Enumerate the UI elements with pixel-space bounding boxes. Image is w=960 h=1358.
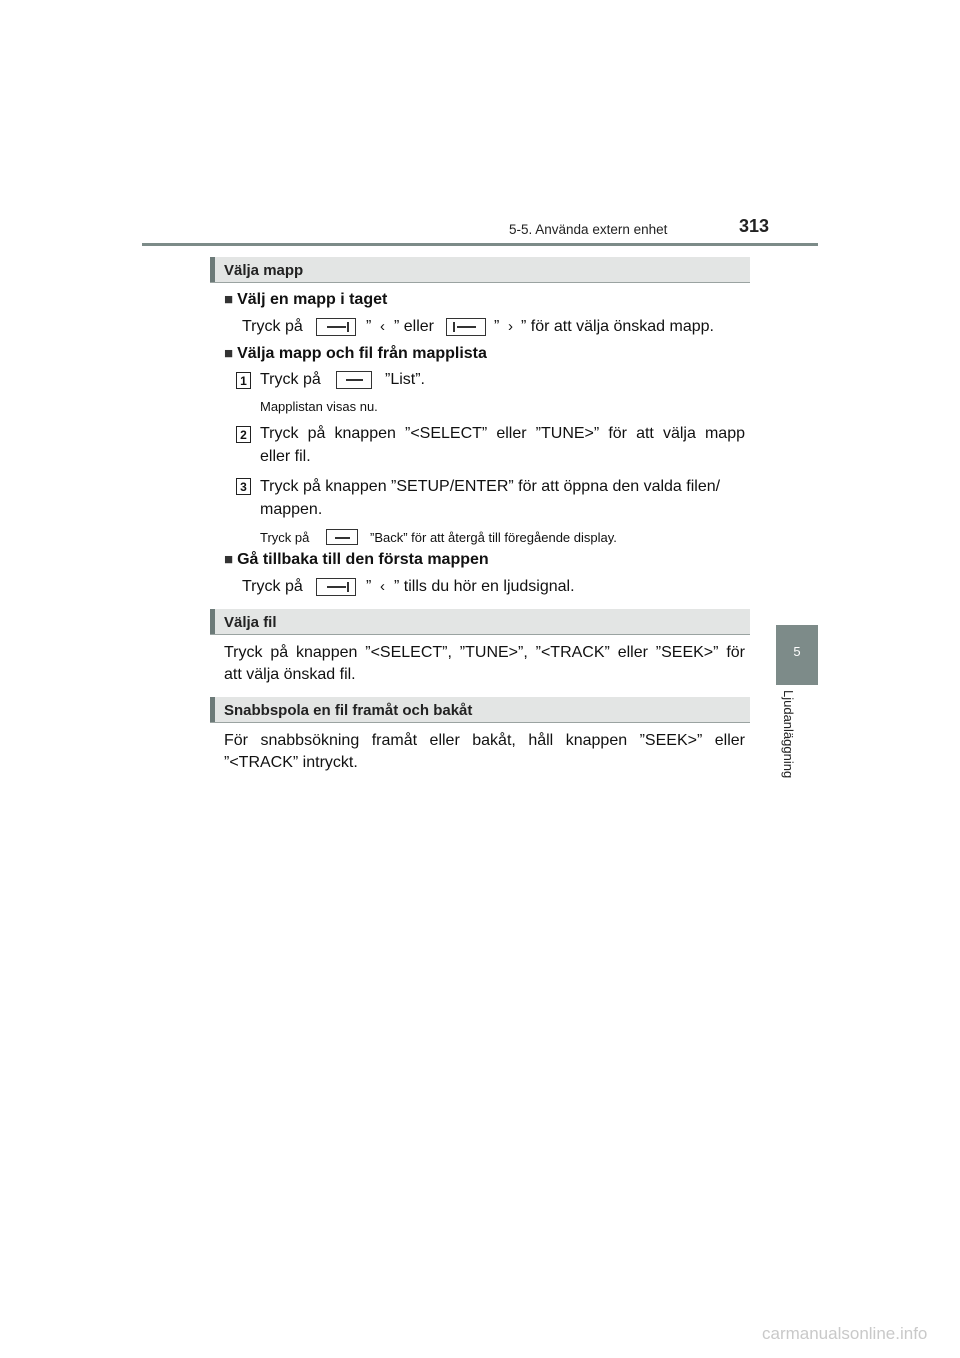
step2-line2: eller fil. [260, 448, 311, 465]
snabbspola-line2: ”<TRACK” intryckt. [224, 754, 358, 771]
step3-line2: mappen. [260, 501, 323, 518]
subheading-valj-en-mapp [224, 289, 387, 311]
subheading-text: Välja mapp och fil från mapplista [237, 345, 487, 362]
chapter-label-wrap [782, 690, 802, 800]
chevron-left-icon: ‹ [380, 578, 385, 595]
step-number-2: 2 [236, 426, 251, 443]
folder-down-button-icon [316, 578, 356, 596]
folder-up-button-icon [446, 318, 486, 336]
section-heading-text: Välja mapp [224, 262, 304, 279]
valja-fil-line1: Tryck på knappen ”<SELECT”, ”TUNE>”, ”<TRACK” eller ”SEEK>” för [224, 644, 745, 661]
step2-line1: Tryck på knappen ”<SELECT” eller ”TUNE>” för att välja mapp [260, 425, 745, 442]
square-bullet-icon: ■ [224, 291, 234, 308]
chevron-left-icon: ‹ [380, 318, 385, 335]
subheading-text: Gå tillbaka till den första mappen [237, 551, 489, 568]
snabbspola-line1: För snabbsökning framåt eller bakåt, håll knappen ”SEEK>” eller [224, 732, 745, 749]
list-button-icon [336, 371, 372, 389]
step3-note-tryck: Tryck på [260, 530, 310, 545]
chapter-number: 5 [793, 644, 801, 659]
section-heading-valja-mapp [210, 257, 750, 283]
section-heading-valja-fil [210, 609, 750, 635]
watermark: carmanualsonline.info [762, 1324, 928, 1343]
sub1-eller: ” eller [394, 318, 435, 335]
sub1-end: ” för att välja önskad mapp. [521, 318, 714, 335]
step1-note: Mapplistan visas nu. [260, 399, 378, 414]
folder-down-button-icon [316, 318, 356, 336]
section-heading-text: Välja fil [224, 614, 277, 631]
sub3-end: ” tills du hör en ljudsignal. [394, 578, 575, 595]
step1-end: ”List”. [385, 371, 425, 388]
step3-line1: Tryck på knappen ”SETUP/ENTER” för att öppna den valda filen/ [260, 478, 721, 495]
sub3-tryck: Tryck på [242, 578, 303, 595]
chevron-right-icon: › [508, 318, 513, 335]
sub1-quote2: ” [494, 318, 500, 335]
sub1-quote-open: ” [366, 318, 372, 335]
subheading-ga-tillbaka [224, 549, 489, 571]
step1-tryck: Tryck på [260, 371, 321, 388]
step3-note-end: ”Back” för att återgå till föregående display. [370, 530, 617, 545]
sub3-quote: ” [366, 578, 372, 595]
chapter-tab [776, 625, 818, 685]
back-button-icon [326, 529, 358, 545]
chapter-label: Ljudanläggning [781, 690, 796, 779]
page-number: 313 [739, 216, 770, 236]
square-bullet-icon: ■ [224, 345, 234, 362]
header-rule [142, 243, 818, 246]
sub1-tryck: Tryck på [242, 318, 303, 335]
step-number-3: 3 [236, 478, 251, 495]
square-bullet-icon: ■ [224, 551, 234, 568]
step-number-1: 1 [236, 372, 251, 389]
valja-fil-line2: att välja önskad fil. [224, 666, 356, 683]
section-heading-snabbspola [210, 697, 750, 723]
section-title: 5-5. Använda extern enhet [509, 222, 668, 237]
section-heading-text: Snabbspola en fil framåt och bakåt [224, 702, 473, 719]
subheading-valja-mapp-och-fil [224, 343, 487, 365]
subheading-text: Välj en mapp i taget [237, 291, 388, 308]
